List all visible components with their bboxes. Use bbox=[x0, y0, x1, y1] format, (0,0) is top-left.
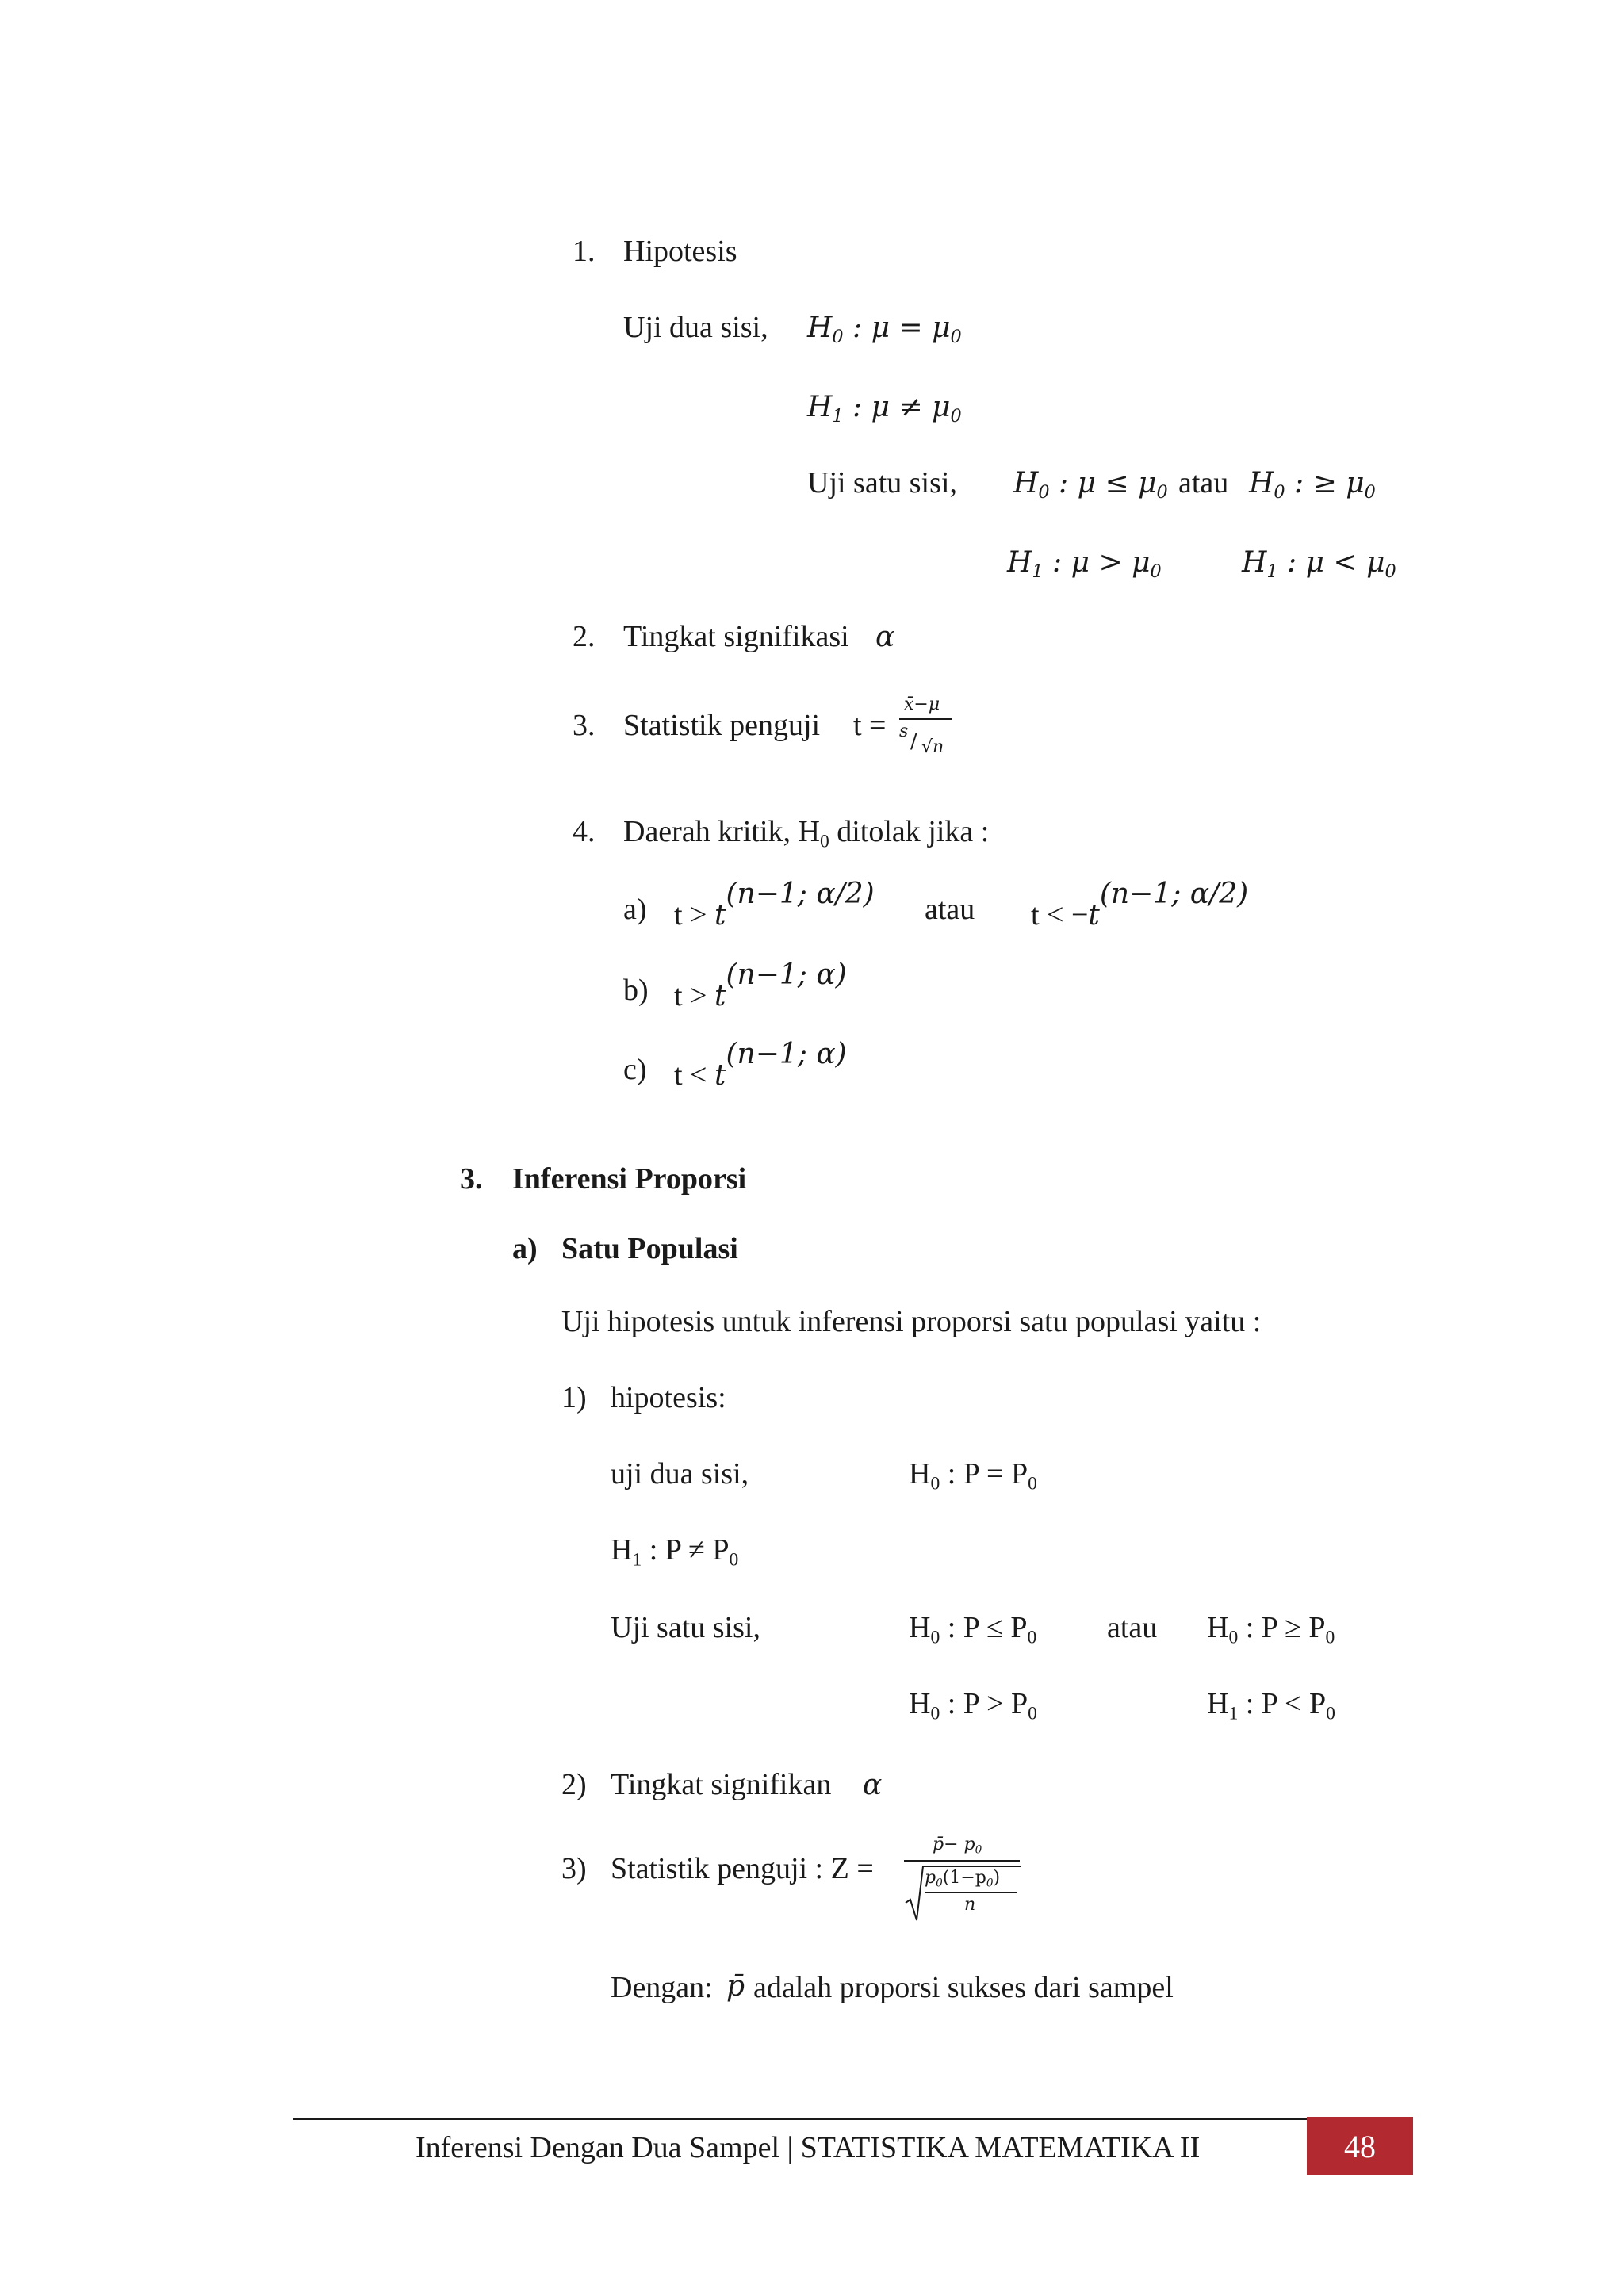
section-title: Inferensi Proporsi bbox=[512, 1162, 747, 1196]
item-label: Tingkat signifikasi bbox=[623, 620, 849, 653]
pbar-symbol: p̄ bbox=[726, 1970, 745, 2003]
item-number: 1. bbox=[573, 235, 596, 268]
one-sided-label: Uji satu sisi, bbox=[611, 1611, 760, 1644]
item-label: Daerah kritik, $H_0$ ditolak jika : bbox=[623, 815, 990, 852]
item-label: Statistik penguji bbox=[623, 709, 821, 742]
section-number: 3. bbox=[460, 1162, 483, 1196]
alpha-symbol: α bbox=[863, 1769, 883, 1801]
list-label: b) bbox=[623, 974, 649, 1007]
h0-one-sided-a: $H_0$ : $\mu \le \mu_0$ bbox=[1013, 467, 1168, 503]
two-sided-label: uji dua sisi, bbox=[611, 1457, 749, 1490]
critical-region-a2: $t < -t^{(n-1; \alpha/2)}$ bbox=[1031, 878, 1249, 932]
critical-region-c: $t < t^{(n-1; \alpha)}$ bbox=[674, 1038, 847, 1092]
footer-text: Inferensi Dengan Dua Sampel | STATISTIKA MATEMATIKA II bbox=[416, 2131, 1201, 2164]
item-number: 1) bbox=[561, 1381, 587, 1414]
h0-one-sided-b: $H_0$ : ≥ $\mu_0$ bbox=[1249, 467, 1376, 503]
h0-proportion-le: $H_0$ : $P \le P_0$ bbox=[909, 1611, 1037, 1648]
list-label: c) bbox=[623, 1053, 647, 1086]
page-number: 48 bbox=[1307, 2117, 1413, 2175]
h1-one-sided-a: $H_1$ : $\mu > \mu_0$ bbox=[1007, 546, 1162, 583]
atau-text: atau bbox=[925, 893, 975, 926]
footer-rule bbox=[293, 2118, 1316, 2120]
dengan-label: Dengan: bbox=[611, 1971, 713, 2004]
h0-proportion: $H_0$ : $P = P_0$ bbox=[909, 1457, 1037, 1494]
critical-region-a: $t > t^{(n-1; \alpha/2)}$ bbox=[674, 878, 875, 932]
fraction-numerator: p̄− $p_0$ bbox=[933, 1835, 982, 1857]
h0-proportion-ge: $H_0$ : $P \ge P_0$ bbox=[1207, 1611, 1335, 1648]
intro-text: Uji hipotesis untuk inferensi proporsi satu populasi yaitu : bbox=[561, 1305, 1262, 1338]
subsection-label: a) bbox=[512, 1232, 538, 1265]
inner-fraction-bar bbox=[925, 1892, 1017, 1893]
list-label: a) bbox=[623, 893, 647, 926]
h0-proportion-gt: $H_0$ : $P > P_0$ bbox=[909, 1687, 1037, 1724]
item-number: 3) bbox=[561, 1852, 587, 1885]
t-statistic-fraction bbox=[898, 696, 961, 767]
h1-proportion-lt: $H_1$ : $P < P_0$ bbox=[1207, 1687, 1335, 1724]
denominator-top: $p_0(1-p_0)$ bbox=[925, 1868, 1001, 1890]
one-sided-label: Uji satu sisi, bbox=[807, 466, 957, 499]
item-number: 4. bbox=[573, 815, 596, 848]
fraction-bar bbox=[904, 1860, 1020, 1862]
atau-text: atau bbox=[1178, 466, 1229, 499]
two-sided-label: Uji dua sisi, bbox=[623, 311, 768, 344]
h1-proportion: $H_1$ : $P \ne P_0$ bbox=[611, 1533, 739, 1571]
fraction-sqrt-n: √n bbox=[921, 737, 944, 757]
item-number: 3. bbox=[573, 709, 596, 742]
fraction-bar bbox=[899, 718, 952, 720]
item-number: 2) bbox=[561, 1768, 587, 1801]
denominator-n: n bbox=[964, 1895, 976, 1915]
z-statistic-fraction bbox=[904, 1836, 1023, 1923]
h0-two-sided: $H_0$ : $\mu = \mu_0$ bbox=[807, 312, 962, 348]
item-label: Tingkat signifikan bbox=[611, 1768, 832, 1801]
fraction-s: s bbox=[899, 721, 909, 741]
item-number: 2. bbox=[573, 620, 596, 653]
atau-text: atau bbox=[1107, 1611, 1158, 1644]
item-label: hipotesis: bbox=[611, 1381, 726, 1414]
fraction-numerator: x̄−μ bbox=[904, 695, 940, 714]
item-label: Hipotesis bbox=[623, 235, 737, 268]
h1-one-sided-b: $H_1$ : $\mu < \mu_0$ bbox=[1242, 546, 1396, 583]
subsection-title: Satu Populasi bbox=[561, 1232, 738, 1265]
fraction-slash: / bbox=[910, 729, 917, 753]
dengan-text: adalah proporsi sukses dari sampel bbox=[753, 1971, 1174, 2004]
alpha-symbol: α bbox=[875, 621, 895, 653]
item-label: Statistik penguji : Z = bbox=[611, 1852, 874, 1885]
critical-region-b: $t > t^{(n-1; \alpha)}$ bbox=[674, 959, 847, 1012]
t-equals: t = bbox=[853, 709, 887, 742]
h1-two-sided: $H_1$ : $\mu \ne \mu_0$ bbox=[807, 391, 962, 427]
